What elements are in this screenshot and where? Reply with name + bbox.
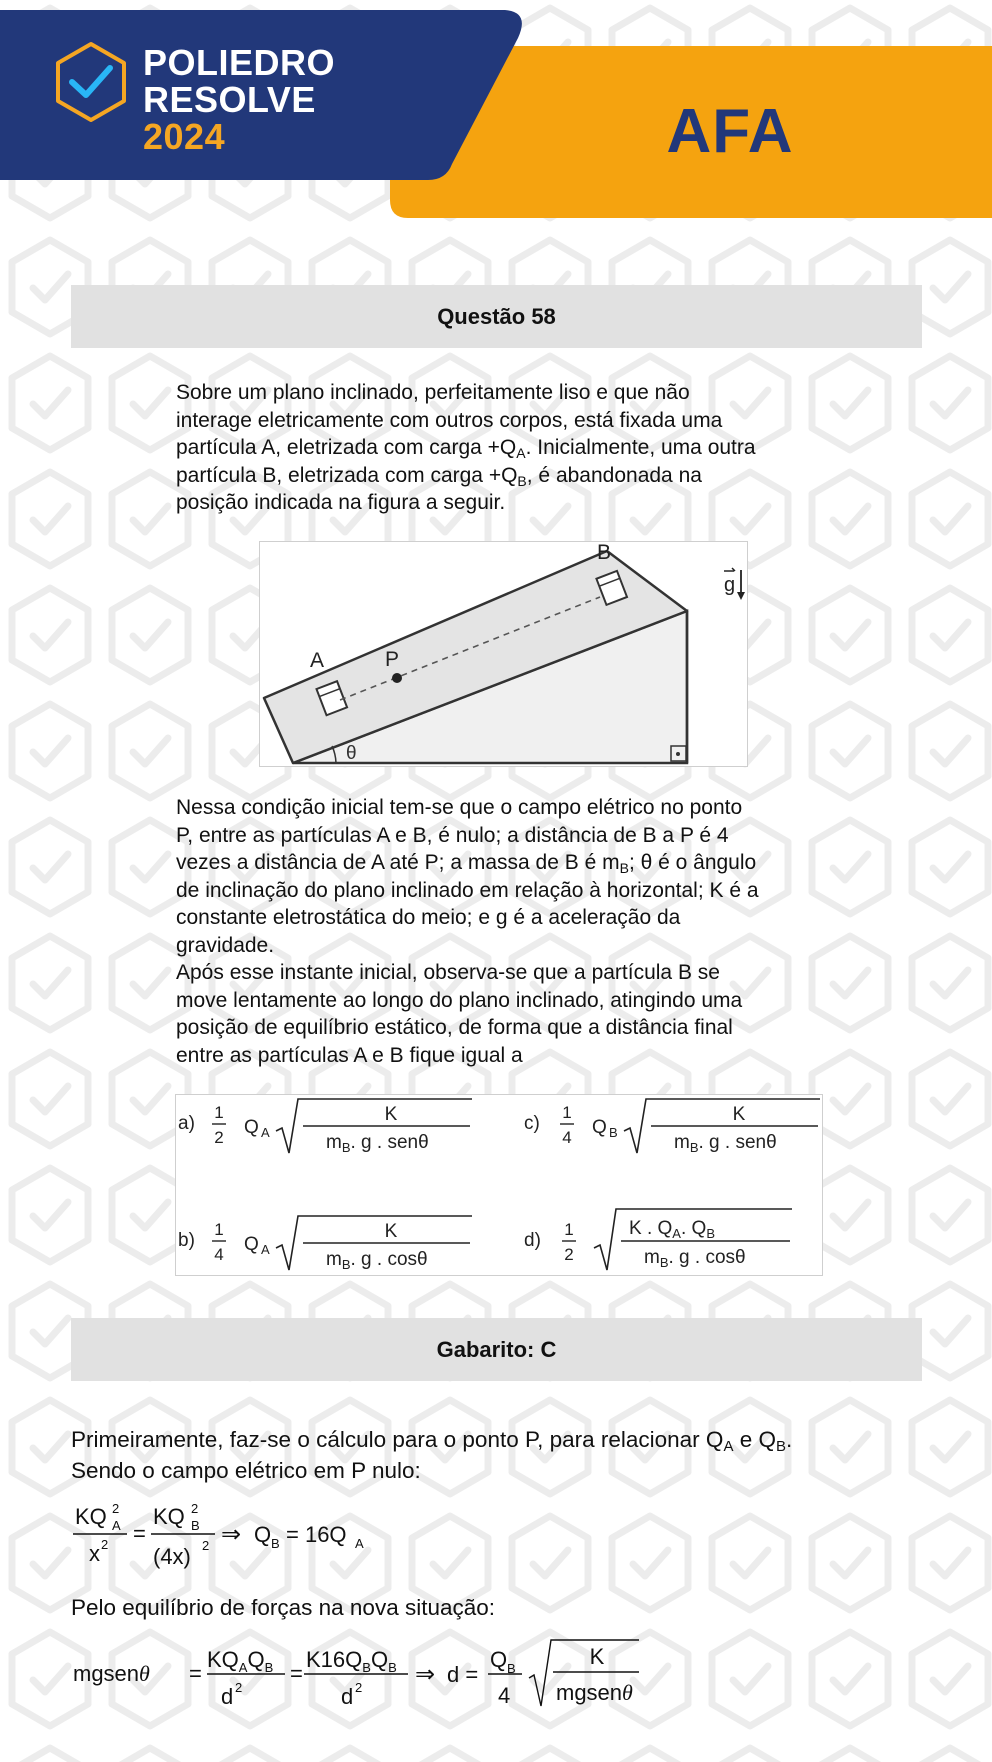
svg-text:KQAQB: $KQ_AQ_B$: [207, 1647, 274, 1675]
svg-text:K . QA. QB: K . $Q_A$. $Q_B$: [629, 1218, 715, 1241]
svg-text:K: K: [384, 1221, 398, 1242]
option-d[interactable]: [524, 1209, 792, 1270]
svg-text:1: 1: [214, 1220, 224, 1239]
svg-text:Q: Q: [244, 1117, 259, 1138]
condition-line: entre as partículas A e B fique igual a: [176, 1043, 523, 1067]
svg-text:4: 4: [214, 1245, 224, 1264]
svg-text:2: 2: [235, 1680, 243, 1695]
resolution-line: Pelo equilíbrio de forças na nova situação:: [71, 1595, 496, 1620]
question-condition: [176, 794, 821, 1069]
brand-line-2: RESOLVE: [143, 79, 316, 120]
svg-text:= 16Q: = 16Q: [286, 1522, 347, 1547]
condition-line: vezes a distância de A até P; a massa de B é $m_B$; θ é o ângulo: [176, 851, 757, 876]
svg-text:2: 2: [101, 1537, 109, 1552]
question-title-bar: [71, 285, 922, 348]
svg-text:mB. g . senθ: $m_B$. g . senθ: [326, 1132, 429, 1155]
answer-options: [175, 1094, 823, 1276]
svg-text:Q: Q: [244, 1234, 259, 1255]
svg-text:K: K: [384, 1104, 398, 1125]
label-a: A: [310, 649, 325, 672]
svg-text:B: B: [507, 1661, 516, 1676]
question-statement: [176, 379, 821, 517]
svg-text:A: A: [355, 1536, 364, 1551]
svg-text:x: x: [89, 1541, 100, 1566]
condition-line: posição de equilíbrio estático, de forma que a distância final: [176, 1016, 733, 1039]
svg-text:d: d: [221, 1684, 234, 1709]
label-p: P: [385, 648, 400, 671]
svg-text:KQ: KQ: [75, 1504, 107, 1529]
resolution-line: Sendo o campo elétrico em P nulo:: [71, 1458, 421, 1483]
svg-text:K: K: [589, 1644, 605, 1669]
svg-text:2: 2: [112, 1501, 120, 1516]
svg-text:c): c): [524, 1113, 540, 1134]
svg-text:2: 2: [355, 1680, 363, 1695]
svg-text:1: 1: [562, 1103, 572, 1122]
condition-line: de inclinação do plano inclinado em relação à horizontal; K é a: [176, 878, 759, 902]
svg-text:2: 2: [191, 1501, 199, 1516]
theta-label: θ: [346, 743, 357, 764]
svg-text:d: d: [341, 1684, 354, 1709]
statement-line: interage eletricamente com outros corpos, está fixada uma: [176, 408, 723, 432]
condition-line: constante eletrostática do meio; e g é a aceleração da: [176, 906, 681, 929]
point-p: [392, 673, 402, 683]
option-a[interactable]: [178, 1099, 472, 1155]
svg-text:=: =: [189, 1661, 202, 1686]
svg-text:K16QBQB: $K16Q_BQ_B$: [306, 1647, 397, 1675]
condition-line: Após esse instante inicial, observa-se que a partícula B se: [176, 961, 720, 984]
equation-field-null: [71, 1494, 391, 1574]
exam-name: AFA: [666, 97, 794, 166]
statement-line: Sobre um plano inclinado, perfeitamente liso e que não: [176, 381, 690, 404]
svg-text:4: 4: [562, 1128, 572, 1147]
resolution-intro: [71, 1424, 922, 1486]
svg-text:(4x): (4x): [153, 1544, 191, 1569]
svg-text:mgsenθ: mgsenθ: [556, 1680, 633, 1705]
brand-title: [143, 44, 335, 155]
inclined-plane-diagram: [260, 542, 747, 766]
svg-text:1: 1: [214, 1103, 224, 1122]
condition-line: gravidade.: [176, 933, 275, 957]
condition-line: move lentamente ao longo do plano inclinado, atingindo uma: [176, 988, 743, 1012]
svg-text:2: 2: [202, 1538, 210, 1553]
inclined-plane-figure: [259, 541, 748, 767]
svg-text:mB. g . cosθ: $m_B$. g . cosθ: [326, 1249, 428, 1272]
svg-text:1: 1: [564, 1220, 574, 1239]
option-b[interactable]: [178, 1216, 472, 1272]
svg-text:A: A: [112, 1518, 121, 1533]
svg-text:b): b): [178, 1230, 195, 1251]
svg-text:Q: Q: [490, 1647, 508, 1672]
statement-line: partícula A, eletrizada com carga $+Q_A$. Inicialmente, uma outra: [176, 436, 756, 461]
question-title: Questão 58: [437, 303, 556, 329]
svg-text:2: 2: [564, 1245, 574, 1264]
svg-text:⇒: ⇒: [415, 1661, 436, 1688]
svg-text:K: K: [732, 1104, 746, 1125]
svg-text:mgsenθ: mgsenθ: [73, 1661, 150, 1686]
equation-equilibrium: [71, 1636, 671, 1716]
condition-line: Nessa condição inicial tem-se que o campo elétrico no ponto: [176, 796, 743, 819]
svg-text:mB. g . cosθ: $m_B$. g . cosθ: [644, 1247, 746, 1270]
svg-text:4: 4: [498, 1683, 511, 1708]
statement-line: partícula B, eletrizada com carga $+Q_B$, é abandonada na: [176, 463, 702, 489]
svg-text:B: B: [271, 1536, 280, 1551]
resolution-equilibrium: [71, 1592, 922, 1623]
svg-text:mB. g . senθ: $m_B$. g . senθ: [674, 1132, 777, 1155]
svg-text:d =: d =: [447, 1662, 479, 1687]
svg-text:B: B: [191, 1518, 200, 1533]
answer-key-title: Gabarito: C: [436, 1336, 557, 1362]
svg-text:g: g: [724, 574, 736, 596]
answer-key-bar: [71, 1318, 922, 1381]
svg-text:Q: Q: [254, 1522, 272, 1547]
svg-text:⇒: ⇒: [221, 1521, 242, 1548]
brand-year: 2024: [143, 116, 226, 157]
label-b: B: [597, 542, 612, 564]
brand-line-1: POLIEDRO: [143, 42, 336, 83]
svg-text:=: =: [133, 1521, 146, 1546]
gravity-arrow-icon: [724, 568, 745, 600]
svg-text:A: A: [261, 1125, 270, 1140]
svg-text:KQ: KQ: [153, 1504, 185, 1529]
statement-line: posição indicada na figura a seguir.: [176, 491, 506, 514]
condition-line: P, entre as partículas A e B, é nulo; a distância de B a P é 4: [176, 823, 729, 847]
svg-text:=: =: [290, 1661, 303, 1686]
svg-text:a): a): [178, 1113, 195, 1134]
resolution-line: Primeiramente, faz-se o cálculo para o ponto P, para relacionar $Q_A$ e $Q_B$.: [71, 1427, 793, 1455]
svg-text:B: B: [609, 1125, 618, 1140]
svg-text:2: 2: [214, 1128, 224, 1147]
svg-text:A: A: [261, 1242, 270, 1257]
svg-text:d): d): [524, 1230, 541, 1251]
option-c[interactable]: [524, 1099, 820, 1155]
svg-text:Q: Q: [592, 1117, 607, 1138]
